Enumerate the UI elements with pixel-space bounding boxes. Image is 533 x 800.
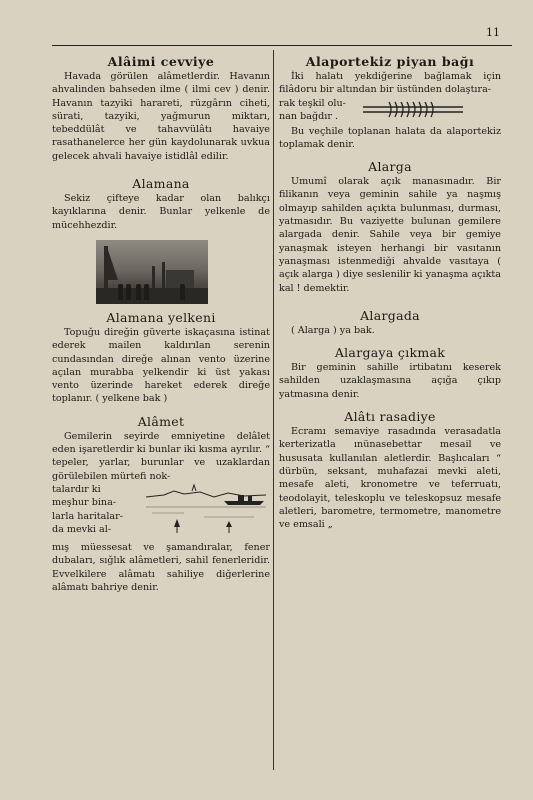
entry-alaportekiz-piyan-bagi bbox=[279, 54, 501, 151]
entry-text: mış müessesat ve şamandıralar, fener dubaları, sığlık alâmetleri, sahil fenerleridir. Evvelkilere alâmatı sahiliye diğerlerine alâmatı bahriye denir. bbox=[52, 541, 270, 593]
page-number: 11 bbox=[486, 26, 500, 39]
entry-text: Ecramı semaviye rasadında verasadatla kerterizatla ınünasebettar mesail ve hususata kullanılan aletlerdir. Başlıcaları “ dürbün, seksant, muhafazai mevki aleti, mesafe aleti, kronometre ve teferruatı, teodolayit, teleskoplu ve teleskopsuz mesafe aletleri, barometre, termometre, manometre ve emsali „ bbox=[279, 426, 501, 531]
rope-knot-icon bbox=[363, 99, 463, 121]
entry-text: Bu veçhile toplanan halata da alaportekiz toplamak denir. bbox=[279, 125, 501, 150]
entry-alamana bbox=[52, 176, 270, 232]
right-column bbox=[279, 52, 501, 531]
entry-alarga bbox=[279, 159, 501, 295]
entry-text-line: rak teşkil olu- bbox=[279, 97, 346, 109]
entry-alamana-yelkeni bbox=[52, 310, 270, 406]
entry-text: Havada görülen alâmetlerdir. Havanın ahvalinden bahseden ilme ( ilmi cev ) denir. Havanın tazyiki harareti, rüzgârın ciheti, sürati, tazyiki, yağmurun miktarı, tebeddülât ve tahavvülâtı havaiye rasathanelerce her gün kaydolunarak uvkua gelecek ahvali havaiye istidlâl edilir. bbox=[52, 71, 270, 162]
entry-text: Umumî olarak açık manasınadır. Bir filikanın veya geminin sahile ya naşmış olmayıp sahilden açıkta bulunması, durması, yatmasıdır. Bu vaziyette bulunan gemilere alargada denir. Sahile veya bir gemiye yanaşmak isteyen herhangi bir vasıtanın yanaşması istenmediği ahvalde vasıtaya ( açık alarga ) diye seslenilir ki yanaşma açıkta kal ! demektir. bbox=[279, 176, 501, 294]
headword: Alarga bbox=[368, 159, 412, 175]
headword: Alaportekiz piyan bağı bbox=[305, 54, 475, 69]
entry-text-line: da mevki al- bbox=[52, 523, 112, 535]
entry-text: Gemilerin seyirde emniyetine delâlet eden işaretlerdir ki bunlar iki kısma ayrılır. “ tepeler, yarlar, burunlar ve uzaklardan görülebilen mürtefi nok- bbox=[52, 430, 270, 482]
column-divider bbox=[273, 50, 274, 770]
headword: Alargada bbox=[360, 307, 420, 323]
entry-text: Topuğu direğin güverte iskaçasına istinat ederek mailen kaldırılan serenin cundasından direğe alınan vento üzerine açılan murabba yelkendir ki üst yakası vento üzerinde hareket ederek direğe toplanır. ( yelkene bak ) bbox=[52, 326, 270, 405]
entry-text-line: meşhur bina- bbox=[52, 497, 117, 509]
entry-alargaya-cikmak bbox=[279, 345, 501, 401]
left-column bbox=[52, 52, 270, 594]
headword: Alâmet bbox=[137, 413, 185, 429]
entry-alargada bbox=[279, 308, 501, 337]
top-rule bbox=[52, 45, 512, 46]
entry-alaimi-cevviye bbox=[52, 54, 270, 163]
entry-text-line: talardır ki bbox=[52, 483, 101, 495]
entry-text: İki halatı yekdiğerine bağlamak için filâdoru bir altından bir üstünden dolaştıra- bbox=[279, 71, 501, 96]
headword: Alâimi cevviye bbox=[107, 54, 215, 69]
entry-text: Sekiz çifteye kadar olan balıkçı kayıklarına denir. Bunlar yelkenle de mücehhezdir. bbox=[52, 193, 270, 231]
headword: Alamana bbox=[132, 176, 190, 192]
coastline-ship-icon bbox=[144, 483, 268, 541]
entry-text: Bir geminin sahille irtibatını keserek sahilden uzaklaşmasına açığa çıkıp yatmasına denir. bbox=[279, 362, 501, 400]
entry-text: ( Alarga ) ya bak. bbox=[291, 324, 375, 336]
entry-alamet bbox=[52, 414, 270, 594]
boat-photo-icon bbox=[96, 240, 208, 304]
headword: Alamana yelkeni bbox=[106, 309, 216, 325]
headword: Alâtı rasadiye bbox=[344, 409, 436, 425]
entry-alati-rasadiye bbox=[279, 409, 501, 531]
entry-text-line: larla haritalar- bbox=[52, 510, 123, 522]
entry-text-line: nan bağdır . bbox=[279, 110, 339, 122]
headword: Alargaya çıkmak bbox=[334, 345, 446, 361]
